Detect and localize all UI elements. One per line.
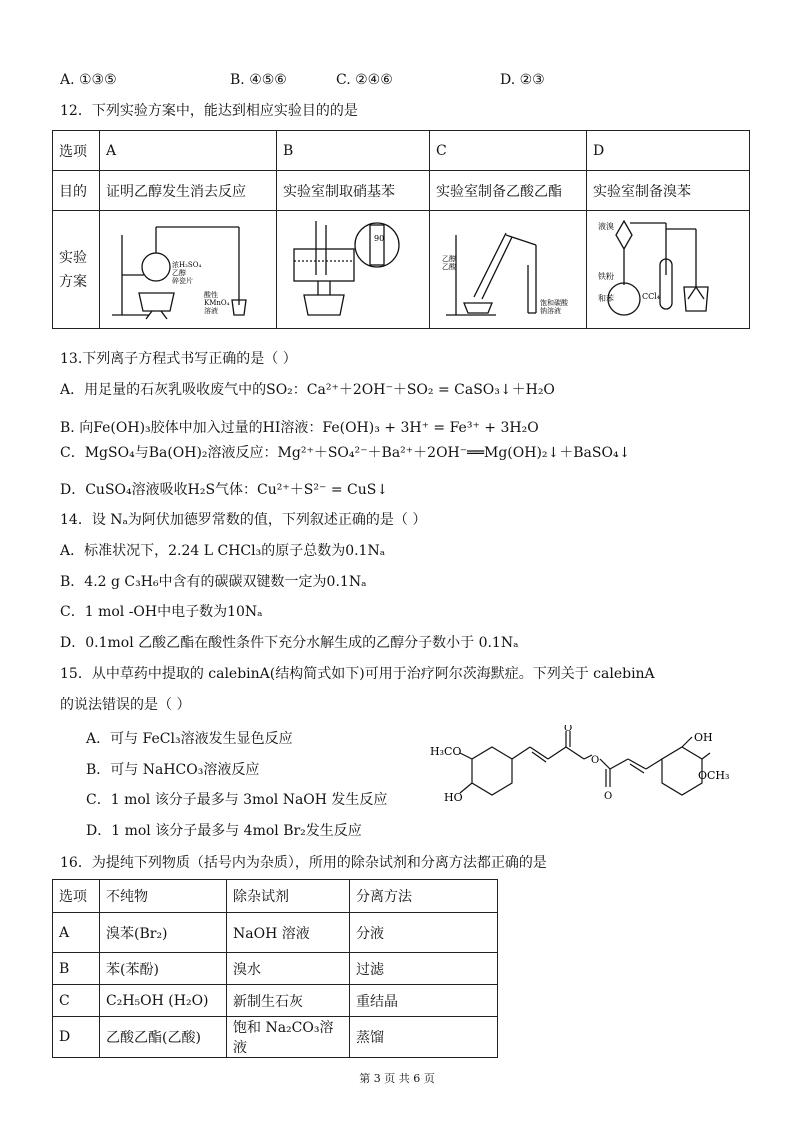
q16-row-a-method: 分液	[350, 913, 498, 953]
fig-d-label-bromine: 液溴	[598, 222, 614, 231]
q16-row-b-method: 过滤	[350, 953, 498, 985]
q14-option-b: B．4.2 g C₃H₆中含有的碳碳双键数一定为0.1Nₐ	[60, 574, 367, 590]
q12-header-option: 选项	[53, 131, 100, 171]
struct-o-ketone: O	[564, 725, 573, 734]
q16-header-method: 分离方法	[350, 880, 498, 913]
q15-option-c: C．1 mol 该分子最多与 3mol NaOH 发生反应	[86, 792, 388, 808]
struct-o-ester: O	[591, 755, 600, 766]
q16-row-d-impure: 乙酸乙酯(乙酸)	[100, 1017, 227, 1058]
q12-purpose-c: 实验室制备乙酸乙酯	[430, 171, 587, 211]
fig-d-label-benzene: 和苯	[598, 294, 614, 303]
fig-c-label-saturated: 饱和碳酸	[540, 299, 568, 307]
q12-scheme-label	[53, 211, 100, 329]
q16-row-d-reagent: 饱和 Na₂CO₃溶液	[227, 1017, 350, 1058]
q16-header-impure: 不纯物	[100, 880, 227, 913]
q14-option-a: A．标准状况下，2.24 L CHCl₃的原子总数为0.1Nₐ	[60, 543, 386, 559]
q16-row-c-impure: C₂H₅OH (H₂O)	[100, 985, 227, 1017]
fig-a-label-acidic: 酸性	[204, 291, 218, 299]
struct-o-carbonyl: O	[604, 791, 613, 802]
q12-scheme-label-2: 方案	[59, 273, 87, 290]
q14-option-d: D．0.1mol 乙酸乙酯在酸性条件下充分水解生成的乙醇分子数小于 0.1Nₐ	[60, 635, 519, 651]
q16-row-c-method: 重结晶	[350, 985, 498, 1017]
struct-oh-left: HO	[444, 791, 463, 804]
q12-purpose-a: 证明乙醇发生消去反应	[100, 171, 277, 211]
struct-oh-right: OH	[694, 731, 713, 744]
q13-option-d: D．CuSO₄溶液吸收H₂S气体：Cu²⁺＋S²⁻ = CuS↓	[60, 482, 389, 498]
q11-option-c: C. ②④⑥	[336, 72, 393, 88]
q16-row-a-reagent: NaOH 溶液	[227, 913, 350, 953]
q16-row-d-method: 蒸馏	[350, 1017, 498, 1058]
q12-stem: 12．下列实验方案中，能达到相应实验目的的是	[60, 103, 358, 119]
q12-header-c: C	[430, 131, 587, 171]
q13-option-a: A．用足量的石灰乳吸收废气中的SO₂：Ca²⁺＋2OH⁻＋SO₂ = CaSO₃↓＋H₂O	[60, 382, 555, 398]
q16-header-reagent: 除杂试剂	[227, 880, 350, 913]
q12-scheme-label-1: 实验	[59, 249, 87, 266]
struct-och3-left: H₃CO	[430, 745, 462, 758]
q16-stem: 16．为提纯下列物质（括号内为杂质），所用的除杂试剂和分离方法都正确的是	[60, 855, 547, 871]
q15-option-a: A．可与 FeCl₃溶液发生显色反应	[86, 731, 293, 747]
fig-a-label-kmno4: KMnO₄	[204, 299, 230, 307]
q16-row-a-option: A	[53, 913, 100, 953]
q16-row-b-reagent: 溴水	[227, 953, 350, 985]
q13-option-b: B. 向Fe(OH)₃胶体中加入过量的HI溶液：Fe(OH)₃ + 3H⁺ = Fe³⁺ + 3H₂O	[60, 420, 539, 436]
fig-a-label-ethanol: 乙醇	[172, 269, 186, 277]
fig-b-label-90: 90	[374, 234, 385, 243]
q15-option-b: B．可与 NaHCO₃溶液反应	[86, 762, 260, 778]
q12-purpose-d: 实验室制备溴苯	[587, 171, 750, 211]
q12-header-b: B	[277, 131, 430, 171]
page-footer: 第 3 页 共 6 页	[359, 1072, 435, 1085]
q12-purpose-label: 目的	[53, 171, 100, 211]
q16-row-b-option: B	[53, 953, 100, 985]
calebina-structure	[430, 725, 742, 815]
q12-purpose-b: 实验室制取硝基苯	[277, 171, 430, 211]
q15-stem-line2: 的说法错误的是（ ）	[60, 697, 191, 713]
q11-option-d: D. ②③	[500, 72, 545, 88]
q11-option-a: A. ①③⑤	[60, 72, 117, 88]
q16-row-d-option: D	[53, 1017, 100, 1058]
struct-och3-right: OCH₃	[698, 769, 730, 782]
q16-row-c-reagent: 新制生石灰	[227, 985, 350, 1017]
fig-c-label-sodium: 钠溶液	[540, 307, 561, 315]
q14-stem: 14．设 Nₐ为阿伏加德罗常数的值，下列叙述正确的是（ ）	[60, 512, 427, 528]
q16-table	[52, 879, 498, 1058]
q13-stem: 13.下列离子方程式书写正确的是（ ）	[60, 351, 297, 367]
fig-a-label-h2so4: 浓H₂SO₄	[172, 261, 202, 269]
q16-row-c-option: C	[53, 985, 100, 1017]
fig-c-label-acetic: 乙酸	[442, 263, 456, 271]
apparatus-a-figure	[104, 215, 264, 325]
q14-option-c: C．1 mol -OH中电子数为10Nₐ	[60, 604, 263, 620]
q15-stem-line1: 15．从中草药中提取的 calebinA(结构简式如下)可用于治疗阿尔茨海默症。下列关于 calebinA	[60, 666, 655, 682]
q16-row-a-impure: 溴苯(Br₂)	[100, 913, 227, 953]
fig-d-label-ccl4: CCl₄	[642, 292, 661, 301]
fig-c-label-ethanol: 乙醇	[442, 255, 456, 263]
q13-option-c: C．MgSO₄与Ba(OH)₂溶液反应：Mg²⁺＋SO₄²⁻＋Ba²⁺＋2OH⁻══Mg(OH)₂↓＋BaSO₄↓	[60, 445, 631, 461]
apparatus-c-figure	[436, 215, 576, 325]
apparatus-b-figure	[282, 215, 412, 325]
q11-option-b: B. ④⑤⑥	[230, 72, 287, 88]
q15-option-d: D．1 mol 该分子最多与 4mol Br₂发生反应	[86, 823, 362, 839]
q16-row-b-impure: 苯(苯酚)	[100, 953, 227, 985]
q12-header-d: D	[587, 131, 750, 171]
fig-d-label-iron: 铁粉	[598, 272, 614, 281]
fig-a-label-solution: 溶液	[204, 307, 218, 315]
apparatus-d-figure	[596, 215, 736, 325]
q16-header-option: 选项	[53, 880, 100, 913]
q12-header-a: A	[100, 131, 277, 171]
fig-a-label-chips: 碎瓷片	[172, 277, 193, 285]
